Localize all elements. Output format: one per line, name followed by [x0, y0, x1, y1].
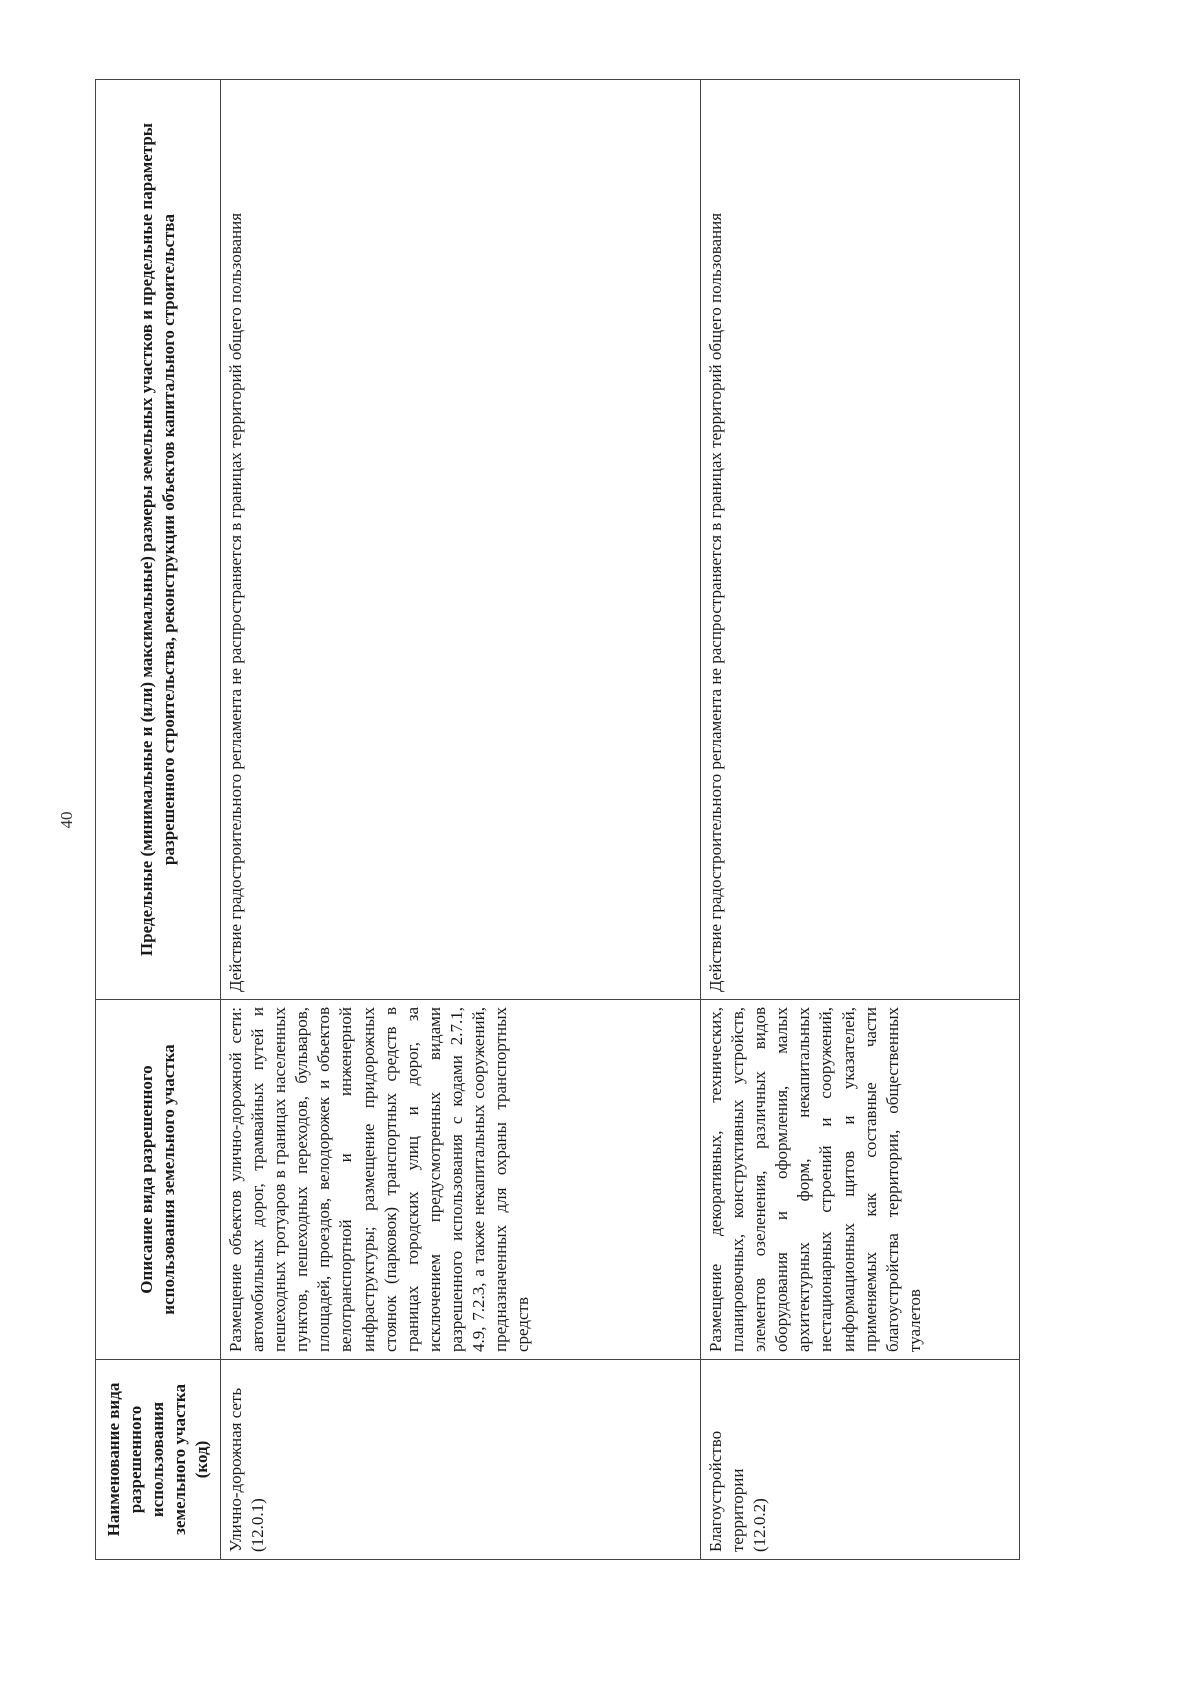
row-name: Благоустройство территории	[706, 1430, 748, 1552]
row-name-cell	[701, 1360, 1020, 1560]
table-row	[701, 80, 1020, 1560]
row-code: (12.0.2)	[750, 1498, 770, 1552]
header-parameters: Предельные (минимальные и (или) максимальные) размеры земельных участков и предельные параметры разрешенного строительства, реконструкции объектов капитального строительства	[96, 80, 221, 1000]
table-header-row	[96, 80, 221, 1560]
row-description: Размещение объектов улично-дорожной сети: автомобильных дорог, трамвайных путей и пешеходных тротуаров в границах населенных пунктов, пешеходных переходов, бульваров, площадей, проездов, велодорожек и объектов велотранспортной и инженерной инфраструктуры; размещение придорожных стоянок (парковок) транспортных средств в границах городских улиц и дорог, за исключением предусмотренных видами разрешенного использования с кодами 2.7.1, 4.9, 7.2.3, а также некапитальных сооружений, предназначенных для охраны транспортных средств	[221, 1000, 701, 1360]
page-number: 40	[57, 811, 76, 829]
row-description: Размещение декоративных, технических, планировочных, конструктивных устройств, элементов озеленения, различных видов оборудования и оформления, малых архитектурных форм, некапитальных нестационарных строений и сооружений, информационных щитов и указателей, применяемых как составные части благоустройства территории, общественных туалетов	[701, 1000, 1020, 1360]
regulation-table	[95, 79, 1020, 1560]
row-parameters: Действие градостроительного регламента не распространяется в границах территорий общего пользования	[221, 80, 701, 1000]
header-description: Описание вида разрешенного использования земельного участка	[96, 1000, 221, 1360]
row-name: Улично-дорожная сеть	[226, 1387, 245, 1552]
row-code: (12.0.1)	[248, 1498, 268, 1552]
row-name-cell	[221, 1360, 701, 1560]
rotated-page	[57, 80, 1020, 1560]
table-row	[221, 80, 701, 1560]
header-name: Наименование вида разрешенного использования земельного участка (код)	[96, 1360, 221, 1560]
row-parameters: Действие градостроительного регламента не распространяется в границах территорий общего пользования	[701, 80, 1020, 1000]
